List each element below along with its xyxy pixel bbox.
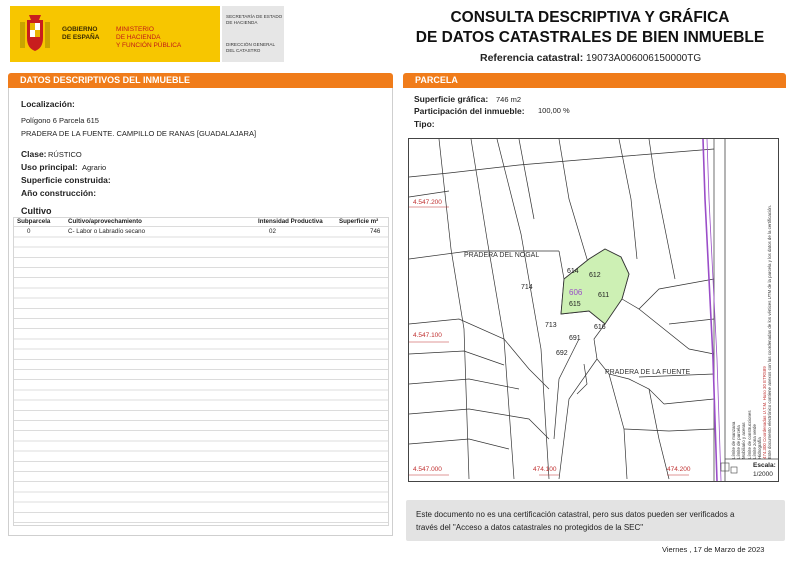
place-pradera-nogal: PRADERA DEL NOGAL [464,252,540,259]
clase-label: Clase: [21,149,47,159]
legend-line-2: Límite de parcela [736,425,742,459]
participacion-value: 100,00 % [538,106,570,115]
legend-line-6: Hidrografía [757,437,763,459]
parcel-label-692: 692 [556,350,568,357]
superficie-grafica-value: 746 m2 [496,95,522,104]
cultivo-header-cultivo: Cultivo/aprovechamiento [68,218,142,225]
secretaria-text: SECRETARÍA DE ESTADO DE HACIENDA [226,14,283,25]
localizacion-line2: PRADERA DE LA FUENTE. CAMPILLO DE RANAS [GUADALAJARA] [21,129,257,138]
coord-label-y1: 4.547.200 [413,199,442,206]
parcel-label-606: 606 [569,288,583,297]
coat-of-arms-icon [18,14,52,54]
superficie-grafica-label: Superficie gráfica: [414,94,489,104]
cultivo-table [13,217,389,526]
parcel-615-highlight [561,249,629,324]
datos-descriptivos-header: DATOS DESCRIPTIVOS DEL INMUEBLE [8,73,393,88]
cadastral-map [408,138,779,482]
map-legend [731,139,773,459]
referencia-value: 19073A006006150000TG [586,53,702,64]
cultivo-title: Cultivo [21,206,52,216]
legend-annex-note: Este documento electrónico contiene anexos con las coordenadas de los vértices UTM de la parcela y los datos de la certificación. [767,204,773,459]
referencia-label: Referencia catastral: [480,52,584,64]
superficie-construida-label: Superficie construida: [21,175,111,185]
parcel-label-713: 713 [545,322,557,329]
tipo-label: Tipo: [414,119,435,129]
participacion-label: Participación del inmueble: [414,106,525,116]
uso-principal-value: Agrario [82,163,107,172]
parcel-label-612: 612 [589,272,601,279]
gobierno-espana-text: GOBIERNO DE ESPAÑA [62,26,100,41]
coord-label-y3: 4.547.000 [413,466,442,473]
cultivo-header-subparcela: Subparcela [17,218,51,225]
parcel-label-614: 614 [567,268,579,275]
ministerio-text: MINISTERIO DE HACIENDA Y FUNCIÓN PÚBLICA [116,26,182,49]
anio-construccion-label: Año construcción: [21,188,97,198]
scale-label: Escala: [753,462,776,469]
parcela-header: PARCELA [403,73,786,88]
cultivo-cell-subparcela: 0 [27,228,31,235]
disclaimer-line-1: Este documento no es una certificación catastral, pero sus datos pueden ser verificados a [416,510,735,519]
legend-line-4: Límite de construcciones [746,410,752,459]
parcel-label-611: 611 [598,292,610,299]
disclaimer-note [406,500,785,541]
clase-value: RÚSTICO [48,150,82,159]
document-date: Viernes , 17 de Marzo de 2023 [662,545,765,554]
parcel-label-691: 691 [569,335,581,342]
coord-label-x2: 474.200 [667,466,691,473]
disclaimer-line-2: través del "Acceso a datos catastrales no protegidos de la SEC" [416,523,644,532]
legend-line-5: Límite zona verde [751,424,757,459]
cultivo-header-superficie: Superficie m² [339,218,379,225]
cultivo-cell-intensidad: 02 [269,228,276,235]
localizacion-label: Localización: [21,99,75,109]
cultivo-cell-superficie: 746 [370,228,381,235]
localizacion-line1: Polígono 6 Parcela 615 [21,116,99,125]
secretaria-block [222,6,284,62]
coord-label-x1: 474.100 [533,466,557,473]
legend-utm-note: 474.300 Coordenadas U.T.M. Huso 30 ETRS89 [762,366,768,459]
uso-principal-label: Uso principal: [21,162,78,172]
page-title: CONSULTA DESCRIPTIVA Y GRÁFICA DE DATOS CATASTRALES DE BIEN INMUEBLE [415,9,765,46]
cultivo-cell-cultivo: C- Labor o Labradío secano [68,228,146,235]
place-pradera-fuente: PRADERA DE LA FUENTE [605,369,691,376]
direccion-text: DIRECCIÓN GENERAL DEL CATASTRO [226,42,276,53]
legend-line-1: Límite de manzana [731,421,736,459]
legend-line-3: Mobiliario y aceras [741,422,747,459]
scale-value: 1/2000 [753,471,773,478]
coord-label-y2: 4.547.100 [413,332,442,339]
parcel-label-714: 714 [521,284,533,291]
cadastral-map-drawing [409,139,778,481]
parcel-label-615: 615 [569,301,581,308]
cultivo-header-intensidad: Intensidad Productiva [258,218,323,225]
parcel-label-616: 616 [594,324,606,331]
